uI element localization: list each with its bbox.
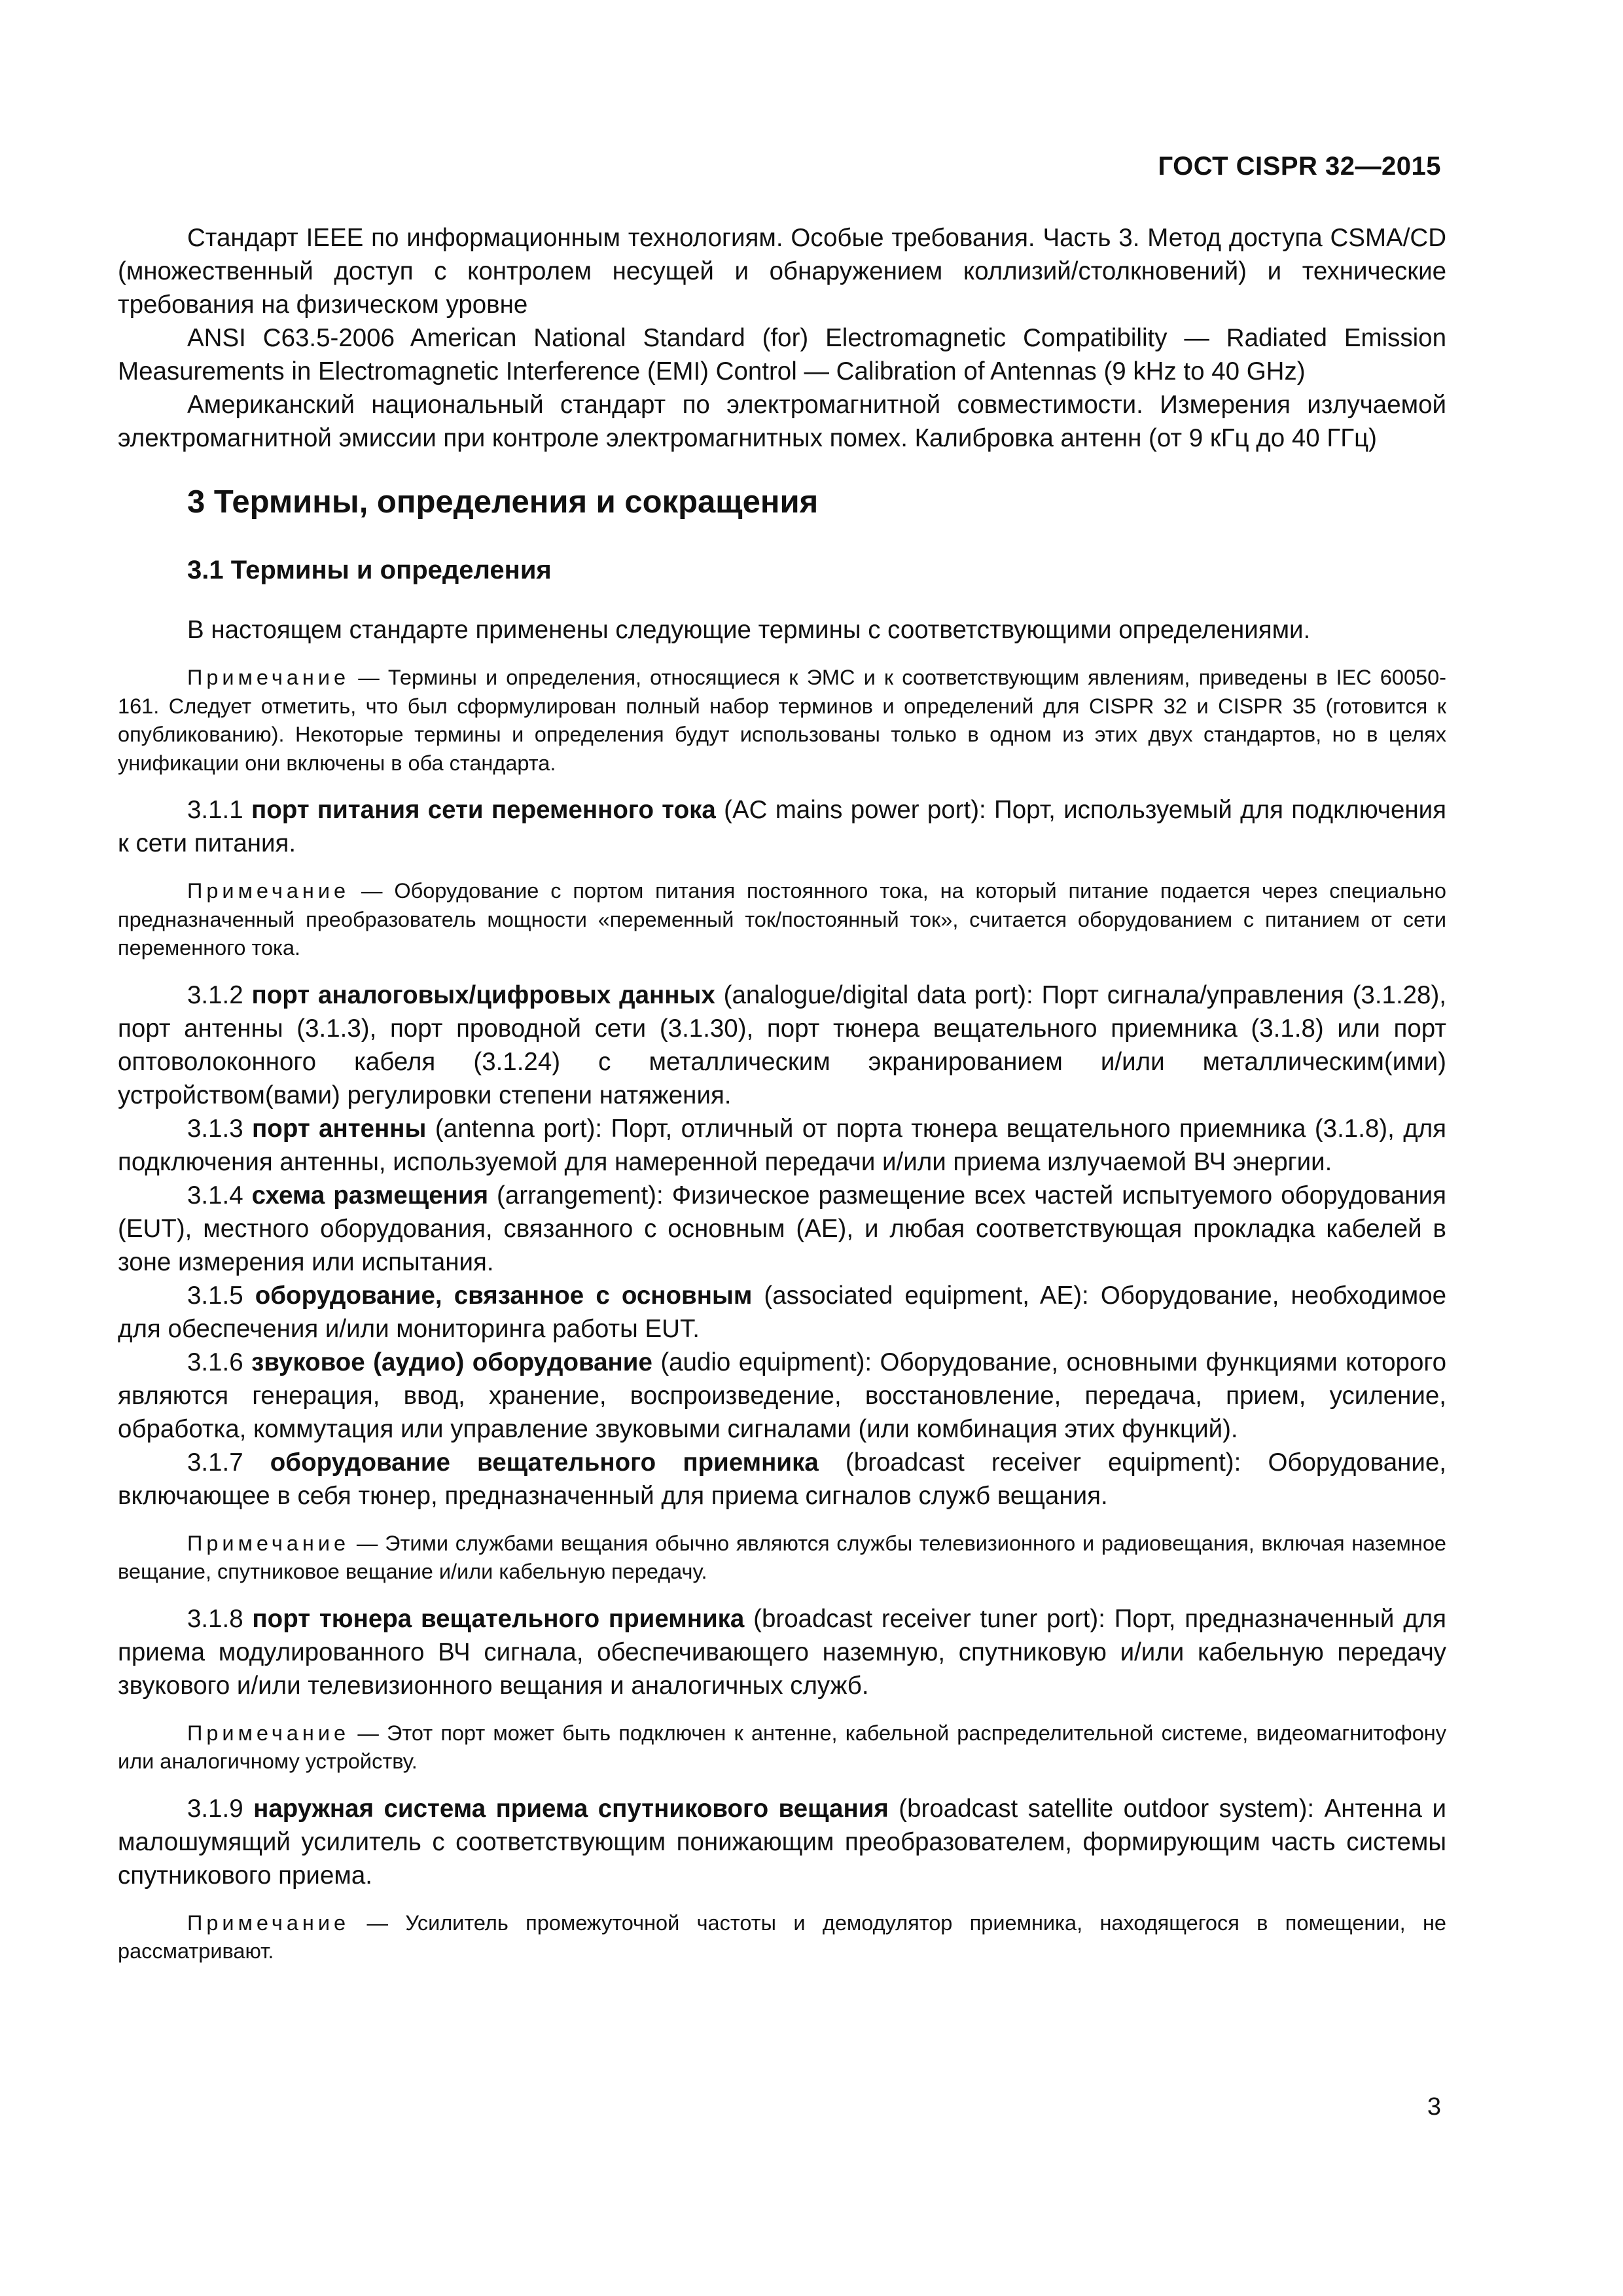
reference-ansi-translation: Американский национальный стандарт по электромагнитной совместимости. Измерения излучаемой электромагнитной эмиссии при контроле электромагнитных помех. Калибровка антенн (от 9 кГц до 40 ГГц) [118,391,1446,452]
section-3-heading: 3 Термины, определения и сокращения [187,484,819,520]
term-3-1-7 [118,1446,1446,1513]
standard-code-header: ГОСТ CISPR 32—2015 [1158,152,1441,181]
term-title: наружная система приема спутникового вещания [253,1794,889,1823]
term-3-1-9 [118,1792,1446,1892]
term-3-1-5 [118,1279,1446,1346]
term-title: порт аналоговых/цифровых данных [251,980,715,1009]
note-3-1-9 [118,1909,1446,1966]
term-number: 3.1.7 [187,1448,270,1477]
reference-ansi-c63-5: ANSI C63.5-2006 American National Standard (for) Electromagnetic Compatibility — Radiated Emission Measurements in Electromagnetic Interference (EMI) Control — Calibration of Antennas (9 kHz to 40 GHz) [118,324,1446,386]
note-3-1-1 [118,877,1446,963]
note-text: — Термины и определения, относящиеся к ЭМС и к соответствующим явлениям, приведены в IEC 60050-161. Следует отметить, что был сформулирован полный набор терминов и определений для CISPR 32 и CISPR 35 (готовится к опубликованию). Некоторые термины и определения будут использованы только в одном из этих двух стандартов, но в целях унификации они включены в оба стандарта. [118,666,1446,775]
note-text: — Этими службами вещания обычно являются службы телевизионного и радиовещания, включая наземное вещание, спутниковое вещание и/или кабельную передачу. [118,1531,1446,1583]
term-number: 3.1.9 [187,1794,254,1823]
term-number: 3.1.4 [187,1181,252,1210]
reference-ieee-translation: Стандарт IEEE по информационным технологиям. Особые требования. Часть 3. Метод доступа CSMA/CD (множественный доступ с контролем несущей и обнаружением коллизий/столкновений) и технические требования на физическом уровне [118,224,1446,319]
term-definition: (AC mains power port): Порт, используемый для подключения к сети питания. [118,796,1446,857]
term-3-1-1 [118,793,1446,860]
term-definition: (analogue/digital data port): Порт сигнала/управления (3.1.28), порт антенны (3.1.3), порт проводной сети (3.1.30), порт тюнера вещательного приемника (3.1.8) или порт оптоволоконного кабеля (3.1.24) с металлическим экранированием и/или металлическим(ими) устройством(вами) регулировки степени натяжения. [118,980,1446,1109]
term-definition: (arrangement): Физическое размещение всех частей испытуемого оборудования (EUT), местного оборудования, связанного с основным (АЕ), и любая соответствующая прокладка кабелей в зоне измерения или испытания. [118,1181,1446,1276]
term-title: звуковое (аудио) оборудование [251,1348,652,1376]
note-label: Примечание [187,1721,350,1745]
term-definition: (broadcast receiver equipment): Оборудование, включающее в себя тюнер, предназначенный для приема сигналов служб вещания. [118,1448,1446,1510]
note-text: — Оборудование с портом питания постоянного тока, на который питание подается через специально предназначенный преобразователь мощности «переменный ток/постоянный ток», считается оборудованием с питанием от сети переменного тока. [118,879,1446,960]
note-3-1 [118,664,1446,778]
term-3-1-3 [118,1112,1446,1179]
note-label: Примечание [187,666,350,689]
term-number: 3.1.1 [187,796,251,824]
note-3-1-7 [118,1530,1446,1587]
term-title: схема размещения [251,1181,489,1210]
page-number: 3 [1427,2093,1441,2121]
page-content [118,221,1446,1982]
term-title: порт тюнера вещательного приемника [252,1604,745,1633]
section-3-1-heading: 3.1 Термины и определения [187,556,552,584]
term-definition: (antenna port): Порт, отличный от порта тюнера вещательного приемника (3.1.8), для подключения антенны, используемой для намеренной передачи и/или приема излучаемой ВЧ энергии. [118,1114,1447,1176]
term-title: порт питания сети переменного тока [251,796,716,824]
note-label: Примечание [187,1531,350,1555]
term-definition: (broadcast satellite outdoor system): Антенна и малошумящий усилитель с соответствующим понижающим преобразователем, формирующим часть системы спутникового приема. [118,1794,1446,1890]
term-title: оборудование вещательного приемника [270,1448,819,1477]
term-number: 3.1.6 [187,1348,252,1376]
term-definition: (broadcast receiver tuner port): Порт, предназначенный для приема модулированного ВЧ сигнала, обеспечивающего наземную, спутниковую и/или кабельную передачу звукового и/или телевизионного вещания и аналогичных служб. [118,1604,1446,1700]
note-text: — Усилитель промежуточной частоты и демодулятор приемника, находящегося в помещении, не рассматривают. [118,1910,1446,1963]
term-definition: (associated equipment, AE): Оборудование, необходимое для обеспечения и/или мониторинга работы EUT. [118,1281,1447,1343]
note-label: Примечание [187,1910,350,1935]
term-3-1-2 [118,978,1446,1112]
term-3-1-6 [118,1346,1446,1446]
term-3-1-8 [118,1602,1446,1702]
term-number: 3.1.5 [187,1281,255,1310]
term-number: 3.1.2 [187,980,252,1009]
term-3-1-4 [118,1179,1446,1279]
term-number: 3.1.8 [187,1604,253,1633]
term-number: 3.1.3 [187,1114,253,1143]
note-3-1-8 [118,1719,1446,1776]
section-3-1-intro: В настоящем стандарте применены следующие термины с соответствующими определениями. [187,616,1311,644]
term-title: оборудование, связанное с основным [255,1281,753,1310]
note-text: — Этот порт может быть подключен к антенне, кабельной распределительной системе, видеомагнитофону или аналогичному устройству. [118,1721,1446,1773]
term-title: порт антенны [252,1114,427,1143]
term-definition: (audio equipment): Оборудование, основными функциями которого являются генерация, ввод, хранение, воспроизведение, восстановление, передача, прием, усиление, обработка, коммутация или управление звуковыми сигналами (или комбинация этих функций). [118,1348,1446,1443]
note-label: Примечание [187,879,350,903]
